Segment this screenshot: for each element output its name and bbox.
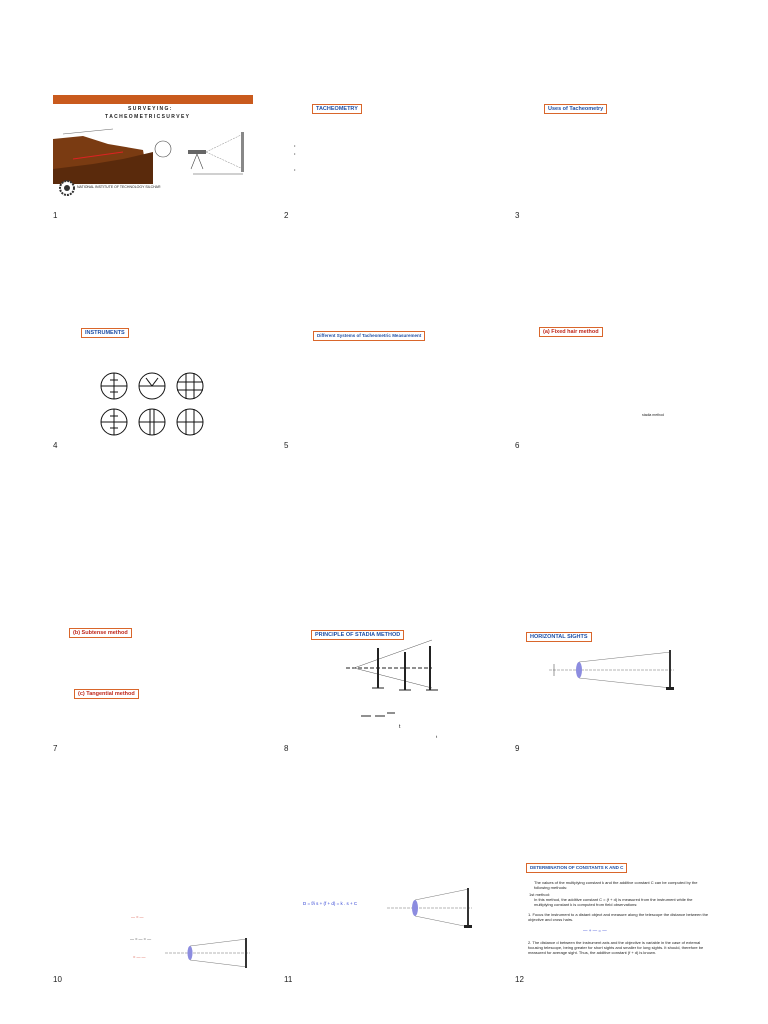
- slide-8-title: PRINCIPLE OF STADIA METHOD: [311, 630, 404, 640]
- slide-9-horizontal-sight-diagram: [549, 650, 679, 690]
- slide-6[interactable]: [515, 320, 725, 470]
- slide-4-title: INSTRUMENTS: [81, 328, 129, 338]
- slide-10[interactable]: [53, 850, 263, 1000]
- page-number-5: 5: [284, 441, 289, 450]
- page-number-10: 10: [53, 975, 62, 984]
- slide-2[interactable]: [284, 92, 494, 242]
- slide-1-logo: [59, 180, 75, 196]
- slide-10-equation-2: — = — = —: [130, 936, 152, 941]
- slide-7-title: (b) Subtense method: [69, 628, 132, 638]
- page-number-8: 8: [284, 744, 289, 753]
- slide-7[interactable]: [53, 622, 263, 772]
- page-number-3: 3: [515, 211, 520, 220]
- slide-8[interactable]: [284, 622, 494, 772]
- slide-6-note: stadia method: [642, 413, 664, 417]
- slide-4-diaphragm-patterns: [98, 372, 258, 442]
- page-number-12: 12: [515, 975, 524, 984]
- slide-10-diagram: [165, 938, 255, 968]
- slide-11[interactable]: [284, 850, 494, 1000]
- slide-6-title: (a) Fixed hair method: [539, 327, 603, 337]
- slide-12-paragraph-2: In this method, the additive constant C = (f + d) is measured from the instrument while the multiplying constant k is computed from field observations:: [534, 897, 693, 907]
- slide-1-title-line2: T A C H E O M E T R I C S U R V E Y: [105, 114, 189, 120]
- slide-1-footer: NATIONAL INSTITUTE OF TECHNOLOGY SILCHAR: [77, 185, 161, 189]
- slide-12-title: DETERMINATION OF CONSTANTS K AND C: [526, 863, 627, 873]
- slide-9-title: HORIZONTAL SIGHTS: [526, 632, 592, 642]
- slide-5-title: Different Systems of Tacheometric Measurement: [313, 331, 425, 341]
- slide-1[interactable]: [53, 92, 263, 242]
- slide-9[interactable]: [515, 622, 725, 772]
- slide-10-equation-3: = — —: [133, 954, 146, 959]
- slide-1-terrain-illustration: [53, 124, 253, 194]
- slide-1-title-line1: S U R V E Y I N G :: [128, 106, 172, 112]
- slide-4[interactable]: [53, 320, 263, 470]
- slide-12-lens-formula: — + — = —: [583, 928, 607, 933]
- page-number-4: 4: [53, 441, 58, 450]
- slide-11-formula: D = f/i s + (f + d) = k . s + C: [303, 901, 358, 906]
- slide-11-diagram: [387, 888, 477, 928]
- slide-3-title: Uses of Tacheometry: [544, 104, 607, 114]
- page-number-9: 9: [515, 744, 520, 753]
- slide-2-title: TACHEOMETRY: [312, 104, 362, 114]
- slide-7-title-2: (c) Tangential method: [74, 689, 139, 699]
- slide-8-stadia-diagram: [346, 644, 456, 754]
- slide-1-banner: [53, 95, 253, 104]
- page-number-7: 7: [53, 744, 58, 753]
- slide-12[interactable]: [515, 850, 725, 1000]
- page-number-2: 2: [284, 211, 289, 220]
- page-number-1: 1: [53, 211, 58, 220]
- slide-5[interactable]: [284, 320, 494, 470]
- page-number-11: 11: [284, 975, 293, 984]
- slide-10-equation-1: — = —: [131, 914, 144, 919]
- svg-text:t: t: [436, 734, 438, 739]
- slide-3[interactable]: [515, 92, 725, 242]
- slide-12-paragraph-4: 2. The distance d between the instrument axis and the objective is variable in the case of external focusing telescope, being greater for short sights and smaller for long sights. It should, therefore be measured for average sight. Thus, the additive constant (f + d) is known.: [528, 940, 704, 955]
- svg-text:t: t: [399, 724, 401, 730]
- slide-12-paragraph-1: The values of the multiplying constant k and the additive constant C can be computed by the following methods:: [534, 880, 698, 890]
- page-number-6: 6: [515, 441, 520, 450]
- slide-12-method-heading: 1st method:: [529, 892, 550, 897]
- slide-12-paragraph-3: 1. Focus the instrument to a distant object and measure along the telescope the distance between the objective and cross hairs.: [528, 912, 709, 922]
- slide-2-bullets: • • •: [294, 143, 296, 172]
